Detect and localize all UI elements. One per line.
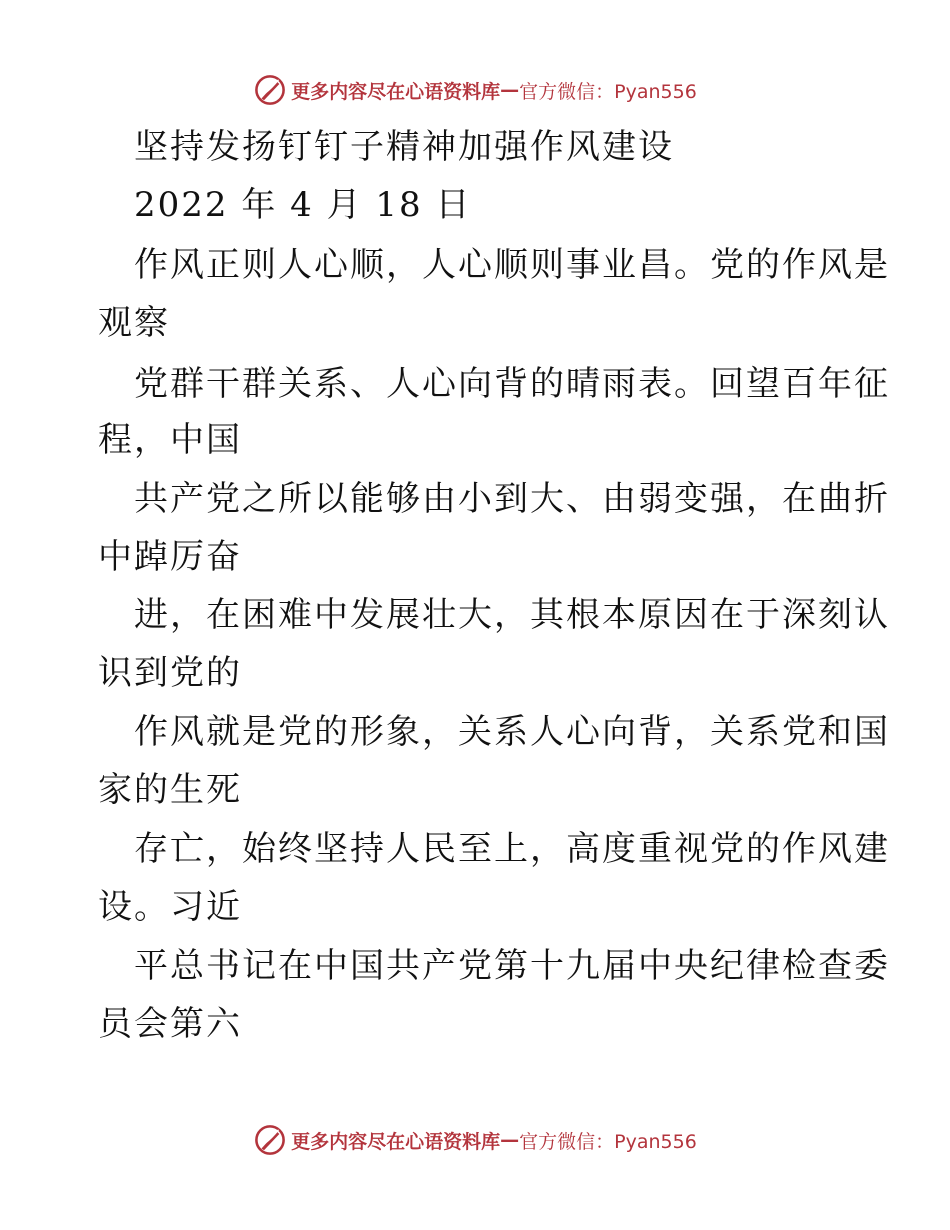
quill-logo-icon [253, 1123, 287, 1157]
document-title: 坚持发扬钉钉子精神加强作风建设 [134, 127, 674, 167]
banner-text: 更多内容尽在心语资料库 [291, 80, 501, 103]
banner-separator: — [500, 1129, 520, 1151]
banner-wechat: 官方微信：Pyan556 [519, 1130, 697, 1153]
paragraph-line: 员会第六 [98, 1004, 242, 1044]
paragraph-line: 存亡，始终坚持人民至上，高度重视党的作风建 [134, 829, 890, 869]
paragraph-line: 设。习近 [98, 887, 242, 927]
paragraph-line: 作风正则人心顺，人心顺则事业昌。党的作风是 [134, 245, 890, 285]
paragraph-line: 观察 [98, 303, 170, 343]
paragraph-line: 作风就是党的形象，关系人心向背，关系党和国 [134, 712, 890, 752]
paragraph-line: 程，中国 [98, 420, 242, 460]
paragraph-line: 识到党的 [98, 653, 242, 693]
paragraph-line: 平总书记在中国共产党第十九届中央纪律检查委 [134, 946, 890, 986]
banner-separator: — [500, 79, 520, 101]
paragraph-line: 共产党之所以能够由小到大、由弱变强，在曲折 [134, 479, 890, 519]
banner-text: 更多内容尽在心语资料库 [291, 1130, 501, 1153]
document-date: 2022 年 4 月 18 日 [134, 185, 472, 225]
header-banner [0, 70, 950, 110]
quill-logo-icon [253, 73, 287, 107]
banner-wechat: 官方微信：Pyan556 [519, 80, 697, 103]
paragraph-line: 进，在困难中发展壮大，其根本原因在于深刻认 [134, 595, 890, 635]
paragraph-line: 中踔厉奋 [98, 537, 242, 577]
paragraph-line: 家的生死 [98, 770, 242, 810]
footer-banner [0, 1120, 950, 1160]
paragraph-line: 党群干群关系、人心向背的晴雨表。回望百年征 [134, 364, 890, 404]
